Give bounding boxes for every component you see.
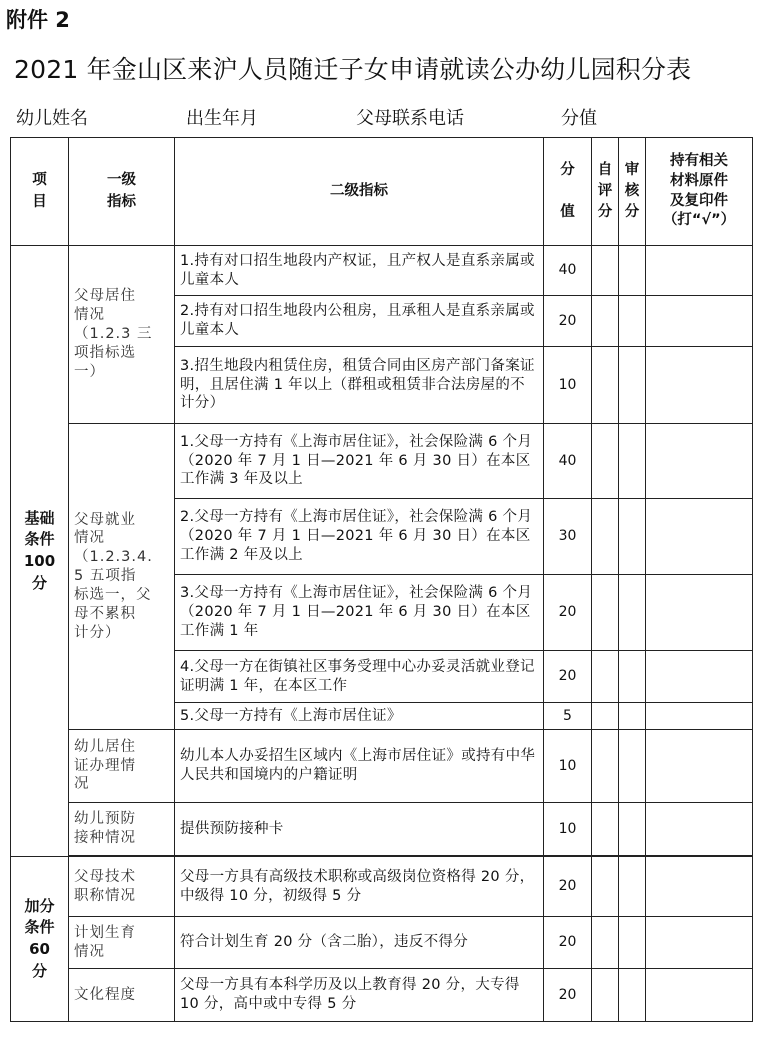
review-score-cell[interactable] (619, 424, 646, 499)
bonus-label-1: 父母技术 职称情况 (69, 857, 175, 917)
employment-item-3: 3.父母一方持有《上海市居住证》，社会保险满 6 个月（2020 年 7 月 1 日—2021 年 6 月 30 日）在本区工作满 1 年 (175, 575, 544, 651)
residence-value-1: 40 (544, 246, 592, 296)
self-score-cell[interactable] (592, 424, 619, 499)
self-score-cell[interactable] (592, 703, 619, 730)
table-row (11, 969, 753, 1022)
bonus-item-1: 父母一方具有高级技术职称或高级岗位资格得 20 分，中级得 10 分，初级得 5 分 (175, 857, 544, 917)
review-score-cell[interactable] (619, 296, 646, 347)
materials-check-cell[interactable] (646, 917, 753, 969)
header-materials: 持有相关 材料原件 及复印件 （打“√”） (646, 138, 753, 246)
review-score-cell[interactable] (619, 499, 646, 575)
employment-item-1: 1.父母一方持有《上海市居住证》，社会保险满 6 个月（2020 年 7 月 1 日—2021 年 6 月 30 日）在本区工作满 3 年及以上 (175, 424, 544, 499)
header-level1: 一级 指标 (69, 138, 175, 246)
vaccination-item: 提供预防接种卡 (175, 803, 544, 856)
materials-check-cell[interactable] (646, 803, 753, 856)
materials-check-cell[interactable] (646, 857, 753, 917)
residence-item-3: 3.招生地段内租赁住房，租赁合同由区房产部门备案证明，且居住满 1 年以上（群租或租赁非合法房屋的不计分） (175, 347, 544, 424)
table-row (11, 803, 753, 856)
bonus-value-3: 20 (544, 969, 592, 1022)
materials-check-cell[interactable] (646, 499, 753, 575)
self-score-cell[interactable] (592, 730, 619, 803)
materials-check-cell[interactable] (646, 424, 753, 499)
employment-label: 父母就业 情况 （1.2.3.4. 5 五项指 标选一，父 母不累积 计分） (69, 424, 175, 730)
self-score-cell[interactable] (592, 803, 619, 856)
self-score-cell[interactable] (592, 296, 619, 347)
residence-item-2: 2.持有对口招生地段内公租房，且承租人是直系亲属或儿童本人 (175, 296, 544, 347)
review-score-cell[interactable] (619, 730, 646, 803)
bonus-category: 加分 条件 60 分 (11, 857, 69, 1022)
review-score-cell[interactable] (619, 917, 646, 969)
self-score-cell[interactable] (592, 575, 619, 651)
review-score-cell[interactable] (619, 347, 646, 424)
residence-label: 父母居住 情况 （1.2.3 三 项指标选 一） (69, 246, 175, 424)
review-score-cell[interactable] (619, 703, 646, 730)
self-score-cell[interactable] (592, 246, 619, 296)
table-row (11, 730, 753, 803)
table-row (11, 246, 753, 296)
basic-category: 基础 条件 100 分 (11, 246, 69, 857)
bonus-label-3: 文化程度 (69, 969, 175, 1022)
self-score-cell[interactable] (592, 499, 619, 575)
review-score-cell[interactable] (619, 969, 646, 1022)
employment-item-2: 2.父母一方持有《上海市居住证》，社会保险满 6 个月（2020 年 7 月 1 日—2021 年 6 月 30 日）在本区工作满 2 年及以上 (175, 499, 544, 575)
child-residence-value: 10 (544, 730, 592, 803)
residence-item-1: 1.持有对口招生地段内产权证，且产权人是直系亲属或儿童本人 (175, 246, 544, 296)
employment-item-5: 5.父母一方持有《上海市居住证》 (175, 703, 544, 730)
self-score-cell[interactable] (592, 857, 619, 917)
bonus-item-2: 符合计划生育 20 分（含二胎），违反不得分 (175, 917, 544, 969)
header-level2: 二级指标 (175, 138, 544, 246)
materials-check-cell[interactable] (646, 703, 753, 730)
materials-check-cell[interactable] (646, 969, 753, 1022)
materials-check-cell[interactable] (646, 730, 753, 803)
materials-check-cell[interactable] (646, 575, 753, 651)
employment-value-4: 20 (544, 651, 592, 703)
parent-phone-label: 父母联系电话 (356, 108, 464, 129)
vaccination-value: 10 (544, 803, 592, 856)
score-table (10, 137, 753, 1022)
bonus-label-2: 计划生育 情况 (69, 917, 175, 969)
materials-check-cell[interactable] (646, 347, 753, 424)
child-name-label: 幼儿姓名 (16, 108, 88, 129)
employment-value-1: 40 (544, 424, 592, 499)
self-score-cell[interactable] (592, 347, 619, 424)
birth-date-label: 出生年月 (186, 108, 258, 129)
self-score-cell[interactable] (592, 969, 619, 1022)
vaccination-label: 幼儿预防 接种情况 (69, 803, 175, 856)
residence-value-2: 20 (544, 296, 592, 347)
materials-check-cell[interactable] (646, 296, 753, 347)
bonus-value-1: 20 (544, 857, 592, 917)
bonus-item-3: 父母一方具有本科学历及以上教育得 20 分，大专得 10 分，高中或中专得 5 分 (175, 969, 544, 1022)
bonus-value-2: 20 (544, 917, 592, 969)
header-review-score: 审 核 分 (619, 138, 646, 246)
table-row (11, 424, 753, 499)
header-value: 分 值 (544, 138, 592, 246)
review-score-cell[interactable] (619, 803, 646, 856)
employment-item-4: 4.父母一方在街镇社区事务受理中心办妥灵活就业登记证明满 1 年，在本区工作 (175, 651, 544, 703)
employment-value-5: 5 (544, 703, 592, 730)
self-score-cell[interactable] (592, 917, 619, 969)
score-label: 分值 (561, 108, 597, 129)
header-row (11, 138, 753, 246)
materials-check-cell[interactable] (646, 246, 753, 296)
header-self-score: 自 评 分 (592, 138, 619, 246)
child-residence-item: 幼儿本人办妥招生区域内《上海市居住证》或持有中华人民共和国境内的户籍证明 (175, 730, 544, 803)
table-row (11, 857, 753, 917)
employment-value-2: 30 (544, 499, 592, 575)
review-score-cell[interactable] (619, 575, 646, 651)
attachment-label: 附件 2 (6, 8, 70, 32)
table-row (11, 917, 753, 969)
residence-value-3: 10 (544, 347, 592, 424)
header-item: 项 目 (11, 138, 69, 246)
review-score-cell[interactable] (619, 246, 646, 296)
page-title: 2021 年金山区来沪人员随迁子女申请就读公办幼儿园积分表 (14, 55, 692, 84)
employment-value-3: 20 (544, 575, 592, 651)
review-score-cell[interactable] (619, 857, 646, 917)
materials-check-cell[interactable] (646, 651, 753, 703)
self-score-cell[interactable] (592, 651, 619, 703)
review-score-cell[interactable] (619, 651, 646, 703)
child-residence-label: 幼儿居住 证办理情 况 (69, 730, 175, 803)
